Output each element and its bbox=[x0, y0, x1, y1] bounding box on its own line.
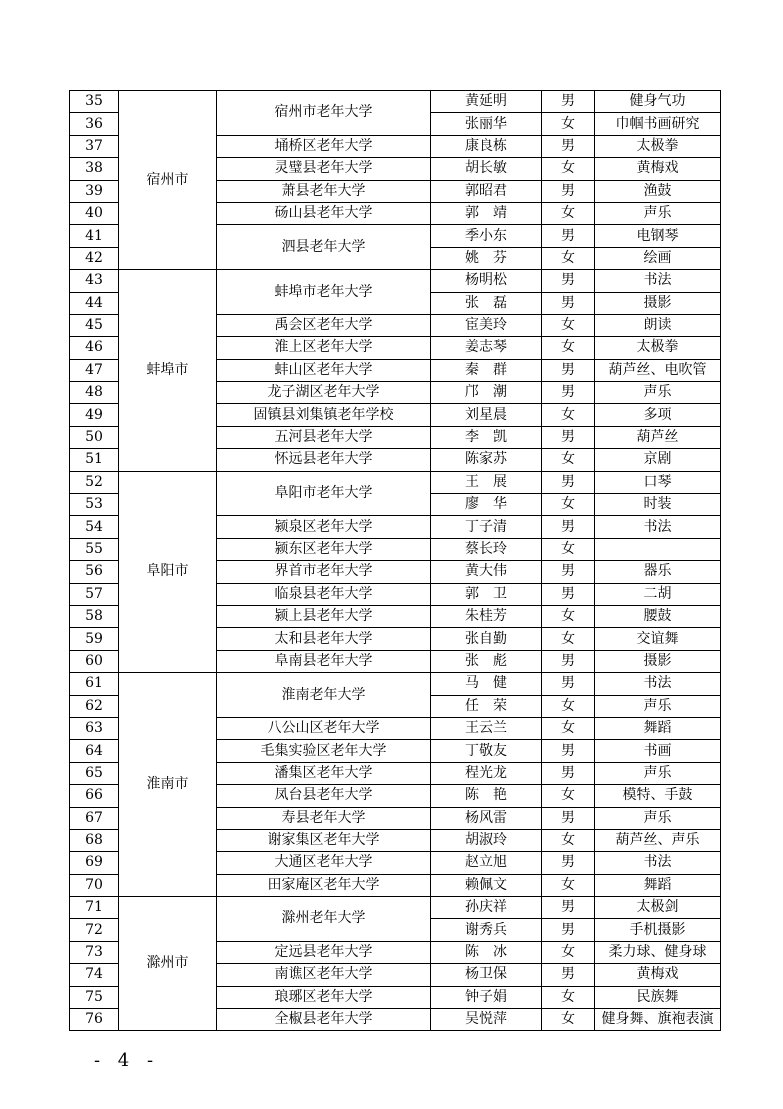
program: 摄影 bbox=[595, 650, 721, 672]
row-number: 46 bbox=[70, 337, 119, 359]
gender: 男 bbox=[542, 225, 595, 247]
school-name: 蚌山区老年大学 bbox=[217, 359, 431, 381]
program: 葫芦丝、电吹管 bbox=[595, 359, 721, 381]
row-number: 40 bbox=[70, 202, 119, 224]
row-number: 73 bbox=[70, 941, 119, 963]
gender: 女 bbox=[542, 494, 595, 516]
gender: 女 bbox=[542, 314, 595, 336]
school-name: 凤台县老年大学 bbox=[217, 785, 431, 807]
row-number: 39 bbox=[70, 180, 119, 202]
roster-body bbox=[70, 91, 721, 1031]
program: 书法 bbox=[595, 852, 721, 874]
person-name: 王 展 bbox=[431, 471, 542, 493]
school-name: 南谯区老年大学 bbox=[217, 964, 431, 986]
row-number: 35 bbox=[70, 91, 119, 113]
school-name: 太和县老年大学 bbox=[217, 628, 431, 650]
row-number: 52 bbox=[70, 471, 119, 493]
table-row bbox=[70, 270, 721, 292]
program: 舞蹈 bbox=[595, 874, 721, 896]
school-name: 淮上区老年大学 bbox=[217, 337, 431, 359]
gender: 男 bbox=[542, 964, 595, 986]
person-name: 郭 卫 bbox=[431, 583, 542, 605]
program: 电钢琴 bbox=[595, 225, 721, 247]
program: 巾帼书画研究 bbox=[595, 113, 721, 135]
program: 葫芦丝、声乐 bbox=[595, 829, 721, 851]
program: 绘画 bbox=[595, 247, 721, 269]
row-number: 44 bbox=[70, 292, 119, 314]
row-number: 53 bbox=[70, 494, 119, 516]
school-name: 蚌埠市老年大学 bbox=[217, 270, 431, 315]
program: 时装 bbox=[595, 494, 721, 516]
person-name: 孙庆祥 bbox=[431, 897, 542, 919]
gender: 女 bbox=[542, 113, 595, 135]
table-row bbox=[70, 897, 721, 919]
gender: 男 bbox=[542, 807, 595, 829]
gender: 男 bbox=[542, 650, 595, 672]
table-row bbox=[70, 471, 721, 493]
gender: 女 bbox=[542, 628, 595, 650]
row-number: 75 bbox=[70, 986, 119, 1008]
row-number: 69 bbox=[70, 852, 119, 874]
row-number: 56 bbox=[70, 561, 119, 583]
program: 黄梅戏 bbox=[595, 158, 721, 180]
person-name: 杨卫保 bbox=[431, 964, 542, 986]
person-name: 郭昭君 bbox=[431, 180, 542, 202]
person-name: 丁子清 bbox=[431, 516, 542, 538]
gender: 女 bbox=[542, 337, 595, 359]
gender: 女 bbox=[542, 404, 595, 426]
person-name: 黄延明 bbox=[431, 91, 542, 113]
school-name: 颍东区老年大学 bbox=[217, 538, 431, 560]
school-name: 潘集区老年大学 bbox=[217, 762, 431, 784]
program: 腰鼓 bbox=[595, 605, 721, 627]
program: 声乐 bbox=[595, 807, 721, 829]
gender: 男 bbox=[542, 292, 595, 314]
gender: 女 bbox=[542, 605, 595, 627]
person-name: 姚 芬 bbox=[431, 247, 542, 269]
person-name: 王云兰 bbox=[431, 717, 542, 739]
gender: 男 bbox=[542, 426, 595, 448]
gender: 女 bbox=[542, 986, 595, 1008]
program: 口琴 bbox=[595, 471, 721, 493]
school-name: 固镇县刘集镇老年学校 bbox=[217, 404, 431, 426]
program: 朗读 bbox=[595, 314, 721, 336]
school-name: 萧县老年大学 bbox=[217, 180, 431, 202]
program: 二胡 bbox=[595, 583, 721, 605]
program: 太极拳 bbox=[595, 135, 721, 157]
row-number: 70 bbox=[70, 874, 119, 896]
table-row bbox=[70, 91, 721, 113]
school-name: 龙子湖区老年大学 bbox=[217, 382, 431, 404]
person-name: 康良栋 bbox=[431, 135, 542, 157]
program: 渔鼓 bbox=[595, 180, 721, 202]
gender: 男 bbox=[542, 516, 595, 538]
school-name: 灵璧县老年大学 bbox=[217, 158, 431, 180]
person-name: 陈 冰 bbox=[431, 941, 542, 963]
person-name: 丁敬友 bbox=[431, 740, 542, 762]
gender: 男 bbox=[542, 919, 595, 941]
person-name: 季小东 bbox=[431, 225, 542, 247]
row-number: 47 bbox=[70, 359, 119, 381]
program bbox=[595, 538, 721, 560]
gender: 女 bbox=[542, 158, 595, 180]
school-name: 临泉县老年大学 bbox=[217, 583, 431, 605]
school-name: 定远县老年大学 bbox=[217, 941, 431, 963]
row-number: 74 bbox=[70, 964, 119, 986]
person-name: 廖 华 bbox=[431, 494, 542, 516]
gender: 男 bbox=[542, 180, 595, 202]
school-name: 寿县老年大学 bbox=[217, 807, 431, 829]
person-name: 钟子娟 bbox=[431, 986, 542, 1008]
gender: 女 bbox=[542, 695, 595, 717]
row-number: 76 bbox=[70, 1009, 119, 1031]
row-number: 48 bbox=[70, 382, 119, 404]
program: 书画 bbox=[595, 740, 721, 762]
gender: 男 bbox=[542, 583, 595, 605]
program: 健身气功 bbox=[595, 91, 721, 113]
gender: 男 bbox=[542, 762, 595, 784]
gender: 女 bbox=[542, 247, 595, 269]
person-name: 张丽华 bbox=[431, 113, 542, 135]
person-name: 李 凯 bbox=[431, 426, 542, 448]
person-name: 胡长敏 bbox=[431, 158, 542, 180]
row-number: 67 bbox=[70, 807, 119, 829]
row-number: 49 bbox=[70, 404, 119, 426]
person-name: 赖佩文 bbox=[431, 874, 542, 896]
school-name: 怀远县老年大学 bbox=[217, 449, 431, 471]
program: 声乐 bbox=[595, 202, 721, 224]
city-name: 阜阳市 bbox=[119, 471, 217, 673]
program: 健身舞、旗袍表演 bbox=[595, 1009, 721, 1031]
program: 声乐 bbox=[595, 382, 721, 404]
program: 民族舞 bbox=[595, 986, 721, 1008]
school-name: 泗县老年大学 bbox=[217, 225, 431, 270]
gender: 男 bbox=[542, 135, 595, 157]
person-name: 马 健 bbox=[431, 673, 542, 695]
school-name: 阜南县老年大学 bbox=[217, 650, 431, 672]
school-name: 淮南老年大学 bbox=[217, 673, 431, 718]
person-name: 吴悦萍 bbox=[431, 1009, 542, 1031]
gender: 男 bbox=[542, 740, 595, 762]
person-name: 宦美玲 bbox=[431, 314, 542, 336]
program: 交谊舞 bbox=[595, 628, 721, 650]
school-name: 全椒县老年大学 bbox=[217, 1009, 431, 1031]
school-name: 界首市老年大学 bbox=[217, 561, 431, 583]
row-number: 54 bbox=[70, 516, 119, 538]
school-name: 颍泉区老年大学 bbox=[217, 516, 431, 538]
person-name: 蔡长玲 bbox=[431, 538, 542, 560]
row-number: 59 bbox=[70, 628, 119, 650]
program: 器乐 bbox=[595, 561, 721, 583]
school-name: 谢家集区老年大学 bbox=[217, 829, 431, 851]
person-name: 郭 靖 bbox=[431, 202, 542, 224]
program: 舞蹈 bbox=[595, 717, 721, 739]
row-number: 37 bbox=[70, 135, 119, 157]
person-name: 张 彪 bbox=[431, 650, 542, 672]
person-name: 杨明松 bbox=[431, 270, 542, 292]
gender: 男 bbox=[542, 382, 595, 404]
gender: 女 bbox=[542, 538, 595, 560]
person-name: 秦 群 bbox=[431, 359, 542, 381]
program: 太极剑 bbox=[595, 897, 721, 919]
table-row bbox=[70, 673, 721, 695]
row-number: 64 bbox=[70, 740, 119, 762]
row-number: 36 bbox=[70, 113, 119, 135]
city-name: 滁州市 bbox=[119, 897, 217, 1031]
person-name: 陈 艳 bbox=[431, 785, 542, 807]
person-name: 张 磊 bbox=[431, 292, 542, 314]
school-name: 琅琊区老年大学 bbox=[217, 986, 431, 1008]
program: 模特、手鼓 bbox=[595, 785, 721, 807]
gender: 男 bbox=[542, 561, 595, 583]
row-number: 60 bbox=[70, 650, 119, 672]
gender: 男 bbox=[542, 673, 595, 695]
row-number: 72 bbox=[70, 919, 119, 941]
program: 书法 bbox=[595, 270, 721, 292]
page-number: - 4 - bbox=[94, 1050, 160, 1071]
school-name: 埇桥区老年大学 bbox=[217, 135, 431, 157]
row-number: 58 bbox=[70, 605, 119, 627]
program: 葫芦丝 bbox=[595, 426, 721, 448]
program: 书法 bbox=[595, 673, 721, 695]
school-name: 滁州老年大学 bbox=[217, 897, 431, 942]
roster-table bbox=[69, 90, 721, 1031]
person-name: 黄大伟 bbox=[431, 561, 542, 583]
school-name: 砀山县老年大学 bbox=[217, 202, 431, 224]
program: 摄影 bbox=[595, 292, 721, 314]
person-name: 刘星晨 bbox=[431, 404, 542, 426]
gender: 女 bbox=[542, 829, 595, 851]
row-number: 66 bbox=[70, 785, 119, 807]
city-name: 蚌埠市 bbox=[119, 270, 217, 472]
city-name: 淮南市 bbox=[119, 673, 217, 897]
row-number: 62 bbox=[70, 695, 119, 717]
program: 柔力球、健身球 bbox=[595, 941, 721, 963]
school-name: 五河县老年大学 bbox=[217, 426, 431, 448]
row-number: 71 bbox=[70, 897, 119, 919]
gender: 男 bbox=[542, 471, 595, 493]
school-name: 大通区老年大学 bbox=[217, 852, 431, 874]
row-number: 42 bbox=[70, 247, 119, 269]
row-number: 55 bbox=[70, 538, 119, 560]
gender: 女 bbox=[542, 717, 595, 739]
gender: 女 bbox=[542, 202, 595, 224]
row-number: 68 bbox=[70, 829, 119, 851]
gender: 女 bbox=[542, 874, 595, 896]
gender: 女 bbox=[542, 785, 595, 807]
program: 太极拳 bbox=[595, 337, 721, 359]
gender: 男 bbox=[542, 852, 595, 874]
row-number: 43 bbox=[70, 270, 119, 292]
gender: 女 bbox=[542, 941, 595, 963]
program: 手机摄影 bbox=[595, 919, 721, 941]
row-number: 38 bbox=[70, 158, 119, 180]
school-name: 禹会区老年大学 bbox=[217, 314, 431, 336]
program: 声乐 bbox=[595, 762, 721, 784]
gender: 男 bbox=[542, 91, 595, 113]
school-name: 八公山区老年大学 bbox=[217, 717, 431, 739]
row-number: 45 bbox=[70, 314, 119, 336]
school-name: 颍上县老年大学 bbox=[217, 605, 431, 627]
gender: 女 bbox=[542, 1009, 595, 1031]
program: 书法 bbox=[595, 516, 721, 538]
school-name: 宿州市老年大学 bbox=[217, 91, 431, 136]
person-name: 程光龙 bbox=[431, 762, 542, 784]
gender: 男 bbox=[542, 270, 595, 292]
program: 声乐 bbox=[595, 695, 721, 717]
person-name: 谢秀兵 bbox=[431, 919, 542, 941]
gender: 男 bbox=[542, 897, 595, 919]
gender: 女 bbox=[542, 449, 595, 471]
person-name: 杨风雷 bbox=[431, 807, 542, 829]
city-name: 宿州市 bbox=[119, 91, 217, 270]
row-number: 63 bbox=[70, 717, 119, 739]
row-number: 65 bbox=[70, 762, 119, 784]
school-name: 毛集实验区老年大学 bbox=[217, 740, 431, 762]
person-name: 张自勤 bbox=[431, 628, 542, 650]
row-number: 57 bbox=[70, 583, 119, 605]
school-name: 田家庵区老年大学 bbox=[217, 874, 431, 896]
person-name: 胡淑玲 bbox=[431, 829, 542, 851]
person-name: 邝 潮 bbox=[431, 382, 542, 404]
row-number: 41 bbox=[70, 225, 119, 247]
program: 多项 bbox=[595, 404, 721, 426]
person-name: 任 荣 bbox=[431, 695, 542, 717]
school-name: 阜阳市老年大学 bbox=[217, 471, 431, 516]
person-name: 陈家苏 bbox=[431, 449, 542, 471]
row-number: 61 bbox=[70, 673, 119, 695]
row-number: 50 bbox=[70, 426, 119, 448]
person-name: 姜志琴 bbox=[431, 337, 542, 359]
row-number: 51 bbox=[70, 449, 119, 471]
program: 京剧 bbox=[595, 449, 721, 471]
person-name: 朱桂芳 bbox=[431, 605, 542, 627]
person-name: 赵立旭 bbox=[431, 852, 542, 874]
gender: 男 bbox=[542, 359, 595, 381]
program: 黄梅戏 bbox=[595, 964, 721, 986]
